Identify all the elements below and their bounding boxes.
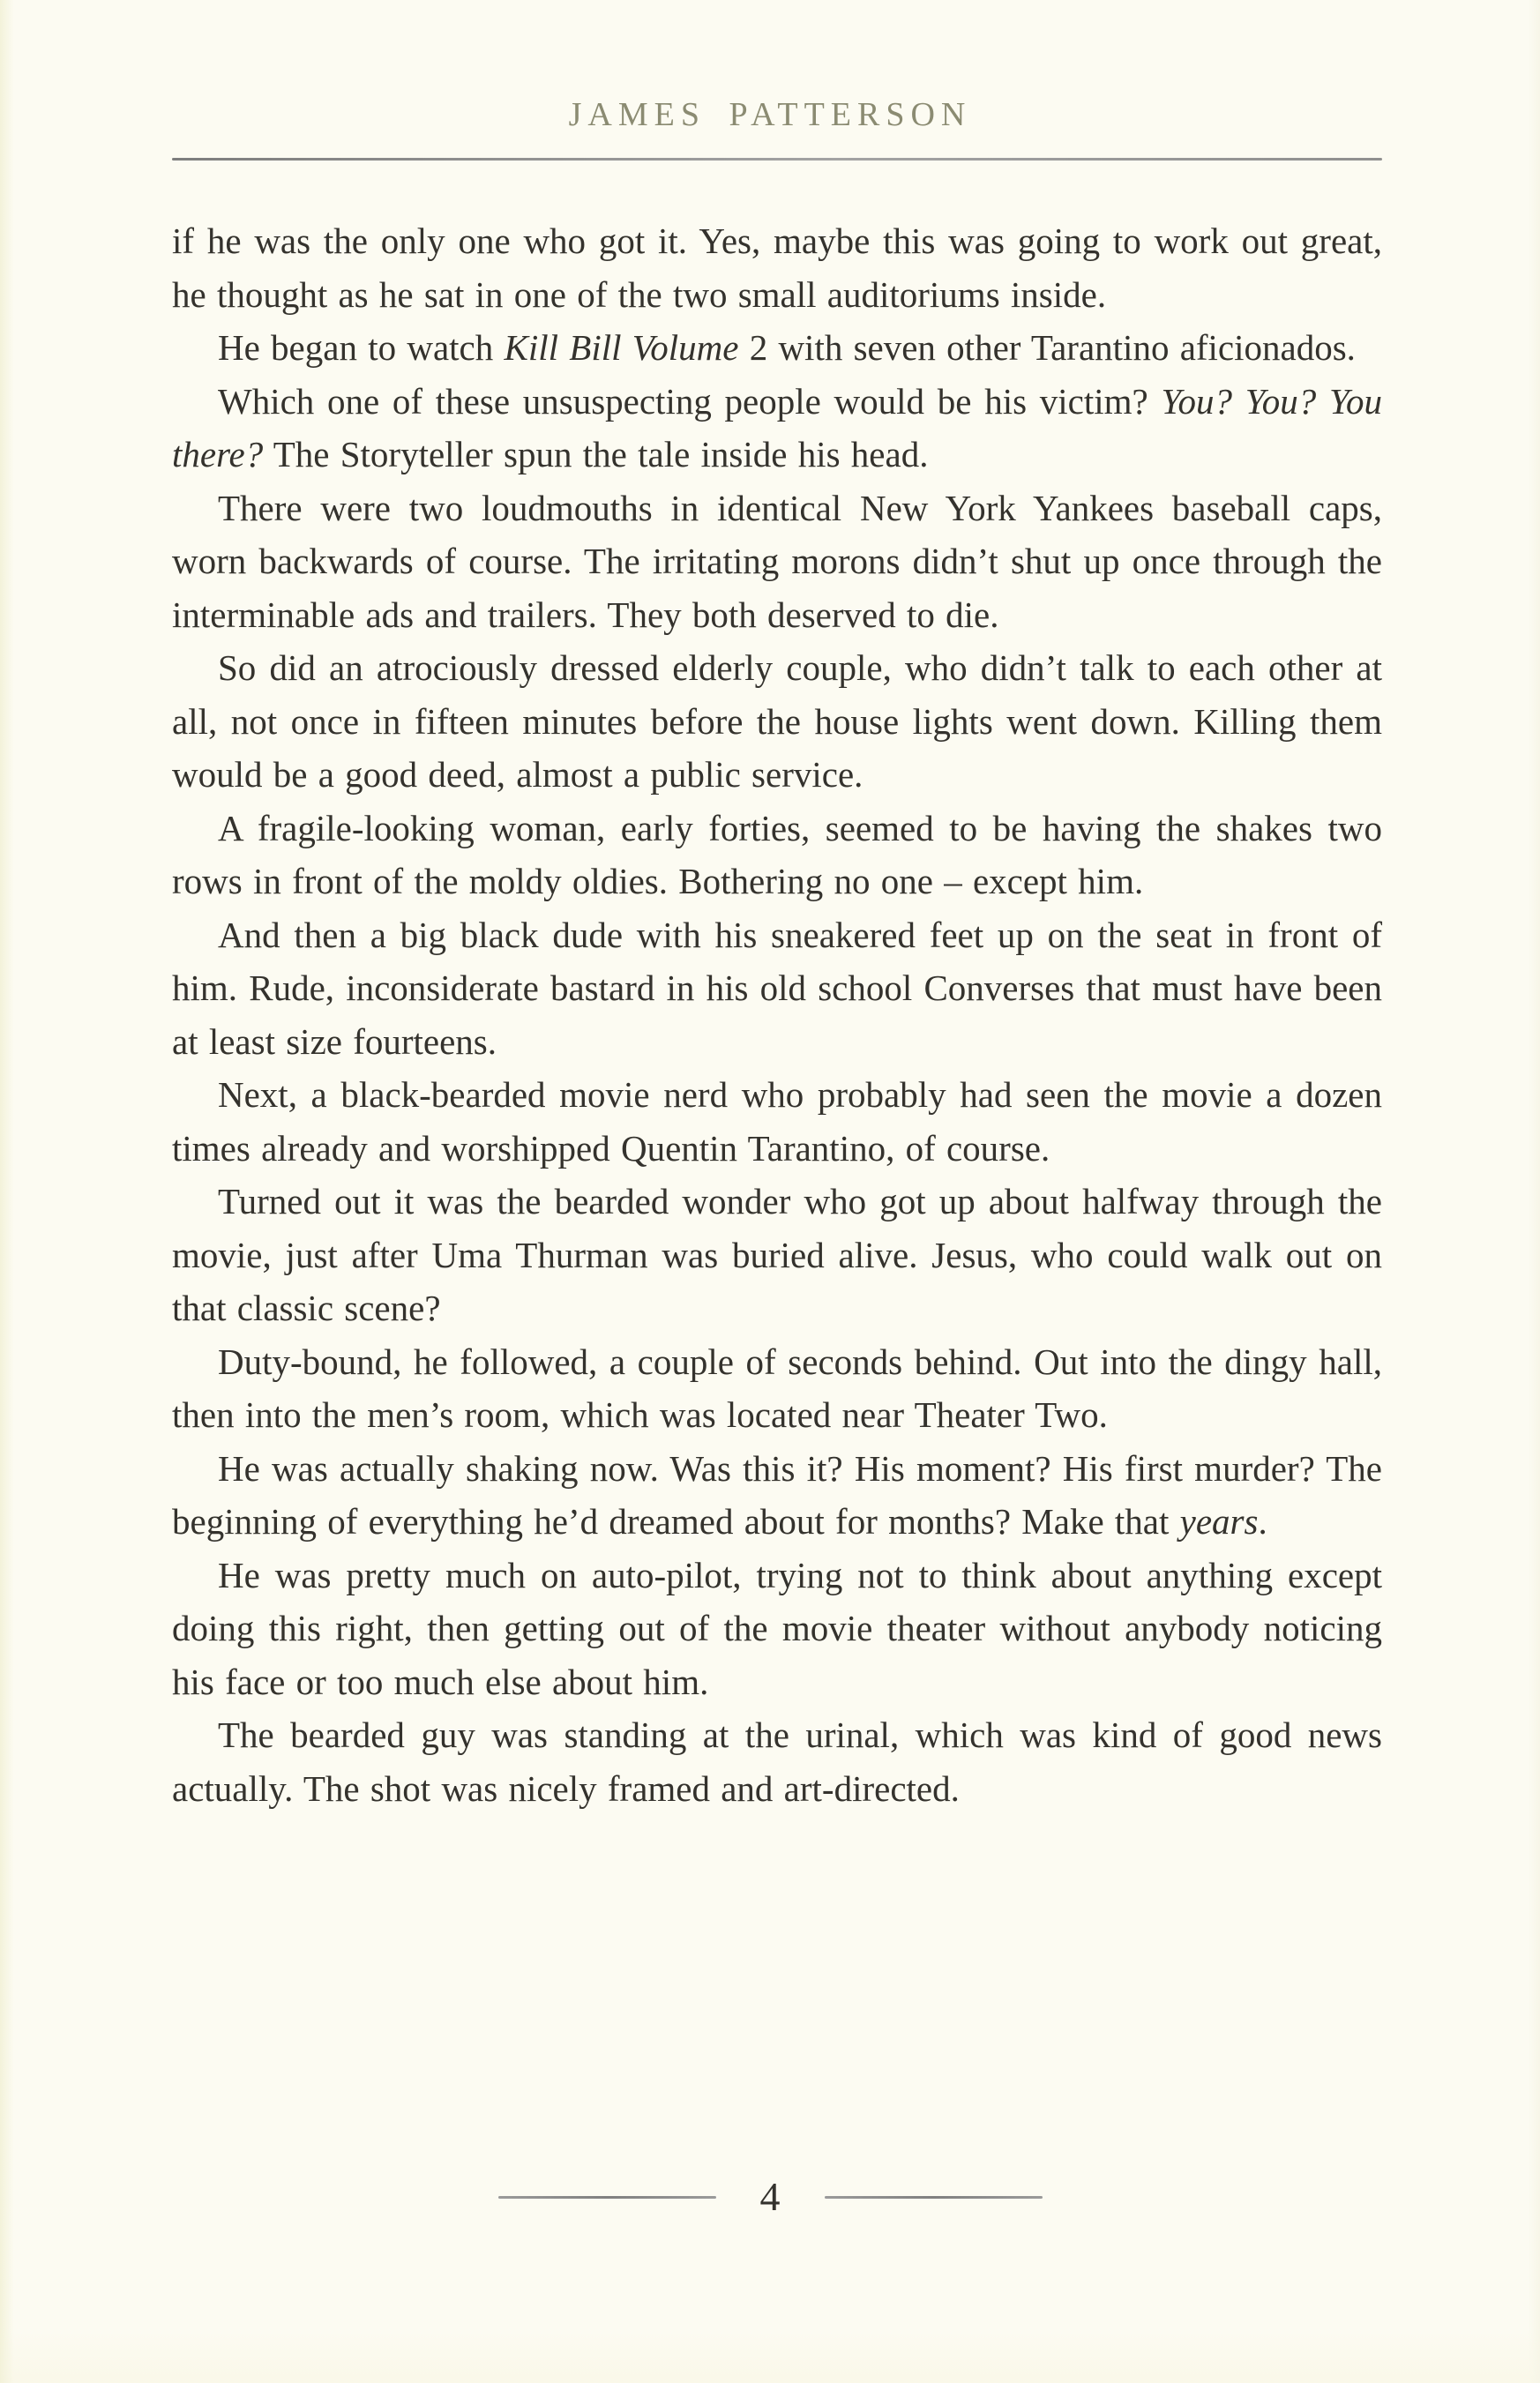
paragraph <box>172 214 1382 321</box>
paragraph <box>172 1708 1382 1815</box>
italic-text-segment: years <box>1179 1501 1259 1542</box>
text-segment: And then a big black dude with his sneakered feet up on the seat in front of him. Rude, inconsiderate bastard in his old school Converses that must have been at least size fourteens. <box>172 914 1382 1062</box>
italic-text-segment: You? You? You there? <box>172 380 1382 474</box>
text-segment: Which one of these unsuspecting people would be his victim? <box>218 380 1162 422</box>
text-segment: if he was the only one who got it. Yes, maybe this was going to work out great, he thought as he sat in one of the two small auditoriums inside. <box>172 220 1382 315</box>
paragraph <box>172 1549 1382 1709</box>
paragraph <box>172 1175 1382 1335</box>
italic-text-segment: Kill Bill Volume <box>504 327 739 368</box>
page-number: 4 <box>759 2174 781 2219</box>
paragraph <box>172 1068 1382 1175</box>
text-segment: He began to watch <box>218 327 505 368</box>
paragraph <box>172 375 1382 482</box>
text-segment: . <box>1258 1501 1267 1542</box>
text-segment: He was pretty much on auto-pilot, trying not to think about anything except doing this right, then getting out of the movie theater without anybody noticing his face or too much else about him. <box>172 1554 1382 1702</box>
body-text <box>172 214 1382 1815</box>
footer-rule-left <box>498 2196 716 2199</box>
text-segment: There were two loudmouths in identical New York Yankees baseball caps, worn backwards of course. The irritating morons didn’t shut up once through the interminable ads and trailers. They both deserved to die. <box>172 487 1382 635</box>
author-name: JAMES PATTERSON <box>568 96 972 133</box>
text-segment: Next, a black-bearded movie nerd who probably had seen the movie a dozen times already and worshipped Quentin Tarantino, of course. <box>172 1074 1382 1169</box>
text-segment: 2 with seven other Tarantino aficionados. <box>738 327 1356 368</box>
paragraph <box>172 908 1382 1069</box>
text-segment: The bearded guy was standing at the urinal, which was kind of good news actually. The shot was nicely framed and art-directed. <box>172 1714 1382 1809</box>
text-segment: Duty-bound, he followed, a couple of seconds behind. Out into the dingy hall, then into the men’s room, which was located near Theater Two. <box>172 1341 1382 1435</box>
running-head <box>0 95 1540 134</box>
paragraph <box>172 641 1382 802</box>
text-segment: Turned out it was the bearded wonder who got up about halfway through the movie, just after Uma Thurman was buried alive. Jesus, who could walk out on that classic scene? <box>172 1181 1382 1328</box>
text-segment: The Storyteller spun the tale inside his head. <box>263 434 929 474</box>
text-segment: So did an atrociously dressed elderly couple, who didn’t talk to each other at all, not once in fifteen minutes before the house lights went down. Killing them would be a good deed, almost a public service. <box>172 647 1382 795</box>
text-segment: He was actually shaking now. Was this it? His moment? His first murder? The beginning of everything he’d dreamed about for months? Make that <box>172 1447 1382 1542</box>
footer-rule-right <box>825 2196 1043 2199</box>
paragraph <box>172 1442 1382 1549</box>
paragraph <box>172 802 1382 908</box>
paragraph <box>172 482 1382 642</box>
header-rule <box>172 158 1382 161</box>
paragraph <box>172 321 1382 375</box>
text-segment: A fragile-looking woman, early forties, seemed to be having the shakes two rows in front of the moldy oldies. Bothering no one – except him. <box>172 807 1382 901</box>
page-footer <box>0 2174 1540 2219</box>
paragraph <box>172 1335 1382 1442</box>
